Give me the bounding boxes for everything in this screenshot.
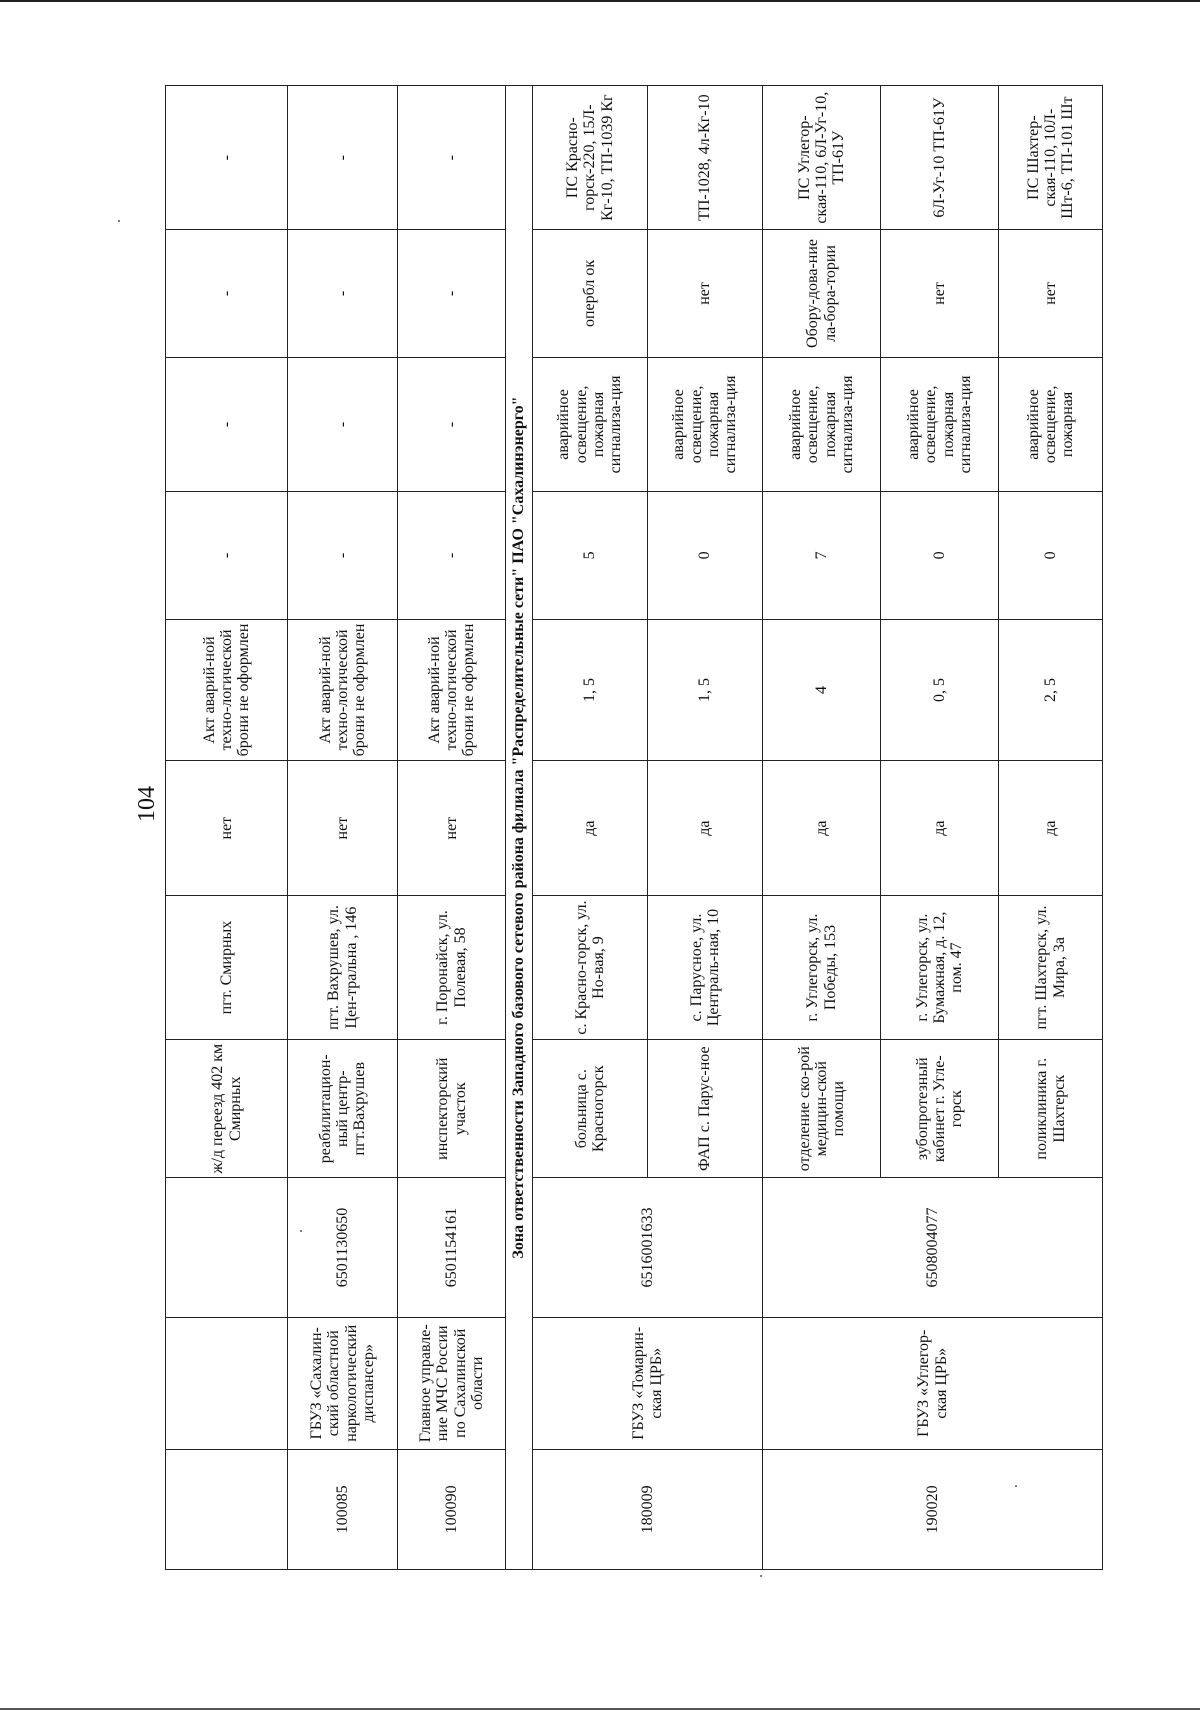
cell-object: реабилитацион-ный центр-пгт.Вахрушев [288, 1040, 398, 1178]
cell-c8: - [166, 492, 288, 619]
scan-speck [300, 1230, 302, 1232]
table-row [166, 86, 288, 1570]
cell-c10: опербл ок [533, 230, 648, 357]
cell-count: 7 [763, 492, 881, 619]
zone-header-row [506, 86, 533, 1570]
cell-org: ГБУЗ «Томарин-ская ЦРБ» [533, 1317, 763, 1449]
cell-object: ж/д переезд 402 км Смирных [166, 1040, 288, 1178]
cell-value: 4 [763, 619, 881, 761]
cell-c10: нет [999, 230, 1103, 357]
cell-address: с. Парусное, ул. Централь-ная, 10 [648, 895, 763, 1039]
cell-id: 100085 [288, 1449, 398, 1569]
cell-reserve: да [881, 761, 999, 896]
cell-count: 0 [881, 492, 999, 619]
cell-source: ТП-1028, 4л-Кг-10 [648, 86, 763, 230]
cell-equipment: аварийное освещение, пожарная сигнализа-ция [881, 357, 999, 492]
cell-value: 1, 5 [533, 619, 648, 761]
cell-inn: 6516001633 [533, 1178, 763, 1317]
cell-object: ФАП с. Парус-ное [648, 1040, 763, 1178]
cell-object: зубопротезный кабинет г. Угле-горск [881, 1040, 999, 1178]
cell-reserve: да [648, 761, 763, 896]
top-border-line [0, 0, 1200, 2]
cell-c9: - [398, 357, 506, 492]
table-row [533, 86, 648, 1570]
cell-inn: 6501130650 [288, 1178, 398, 1317]
cell-reserve: да [999, 761, 1103, 896]
cell-act: Акт аварий-ной техно-логической брони не оформлен [166, 619, 288, 761]
cell-value: 1, 5 [648, 619, 763, 761]
cell-equipment: аварийное освещение, пожарная сигнализа-ция [533, 357, 648, 492]
table-body [166, 86, 1103, 1570]
zone-title: Зона ответственности Западного базового сетевого района филиала "Распределительные сети" ПАО "Сахалинэнерго" [506, 86, 533, 1570]
cell-org: ГБУЗ «Углегор-ская ЦРБ» [763, 1317, 1103, 1449]
cell-inn: 6508004077 [763, 1178, 1103, 1317]
cell-c10: Обору-дова-ние ла-бора-тории [763, 230, 881, 357]
scan-speck [118, 220, 120, 222]
scan-speck [1015, 1485, 1017, 1487]
page-number: 104 [134, 786, 160, 822]
cell-object: инспекторский участок [398, 1040, 506, 1178]
cell-c11: - [288, 86, 398, 230]
cell-org [166, 1317, 288, 1449]
objects-table [165, 85, 1103, 1570]
cell-address: пгт. Шахтерск, ул. Мира, 3а [999, 895, 1103, 1039]
cell-address: г. Поронайск, ул. Полевая, 58 [398, 895, 506, 1039]
scan-speck [760, 1575, 762, 1577]
cell-source: 6Л-Уг-10 ТП-61У [881, 86, 999, 230]
cell-count: 0 [999, 492, 1103, 619]
cell-address: г. Углегорск, ул. Бумажная, д. 12, пом. 47 [881, 895, 999, 1039]
cell-reserve: да [533, 761, 648, 896]
cell-source: ПС Шахтер-ская-110, 10Л-Шт-6, ТП-101 Шт [999, 86, 1103, 230]
cell-act: Акт аварий-ной техно-логической брони не оформлен [398, 619, 506, 761]
cell-reserve: да [763, 761, 881, 896]
cell-id: 100090 [398, 1449, 506, 1569]
cell-c11: - [166, 86, 288, 230]
cell-id: 190020 [763, 1449, 1103, 1569]
cell-c10: нет [648, 230, 763, 357]
table-row [763, 86, 881, 1570]
table-row [288, 86, 398, 1570]
cell-count: 0 [648, 492, 763, 619]
cell-reserve: нет [398, 761, 506, 896]
cell-equipment: аварийное освещение, пожарная сигнализа-ция [763, 357, 881, 492]
cell-equipment: аварийное освещение, пожарная [999, 357, 1103, 492]
cell-org: ГБУЗ «Сахалин-ский областной наркологический диспансер» [288, 1317, 398, 1449]
cell-value: 0, 5 [881, 619, 999, 761]
table-row [398, 86, 506, 1570]
cell-c8: - [288, 492, 398, 619]
cell-object: больница с. Красногорск [533, 1040, 648, 1178]
cell-source: ПС Красно-горск-220, 15Л-Кг-10, ТП-1039 Кг [533, 86, 648, 230]
cell-object: поликлиника г. Шахтерск [999, 1040, 1103, 1178]
cell-c9: - [288, 357, 398, 492]
cell-equipment: аварийное освещение, пожарная сигнализа-ция [648, 357, 763, 492]
cell-c10: - [398, 230, 506, 357]
cell-c9: - [166, 357, 288, 492]
cell-id: 180009 [533, 1449, 763, 1569]
cell-c8: - [398, 492, 506, 619]
cell-c10: - [166, 230, 288, 357]
cell-address: с. Красно-горск, ул. Но-вая, 9 [533, 895, 648, 1039]
bottom-border-line [0, 1708, 1200, 1710]
cell-address: пгт. Вахрушев, ул. Цен-тральна , 146 [288, 895, 398, 1039]
cell-address: пгт. Смирных [166, 895, 288, 1039]
cell-inn: 6501154161 [398, 1178, 506, 1317]
cell-id [166, 1449, 288, 1569]
cell-act: Акт аварий-ной техно-логической брони не оформлен [288, 619, 398, 761]
cell-source: ПС Углегор-ская-110, 6Л-Уг-10, ТП-61У [763, 86, 881, 230]
cell-object: отделение ско-рой медицин-ской помощи [763, 1040, 881, 1178]
cell-c10: - [288, 230, 398, 357]
cell-count: 5 [533, 492, 648, 619]
cell-c10: нет [881, 230, 999, 357]
cell-reserve: нет [166, 761, 288, 896]
cell-address: г. Углегорск, ул. Победы, 153 [763, 895, 881, 1039]
cell-value: 2, 5 [999, 619, 1103, 761]
cell-inn [166, 1178, 288, 1317]
cell-org: Главное управле-ние МЧС России по Сахалинской области [398, 1317, 506, 1449]
rotated-table-wrapper [165, 85, 1101, 1570]
cell-reserve: нет [288, 761, 398, 896]
cell-c11: - [398, 86, 506, 230]
